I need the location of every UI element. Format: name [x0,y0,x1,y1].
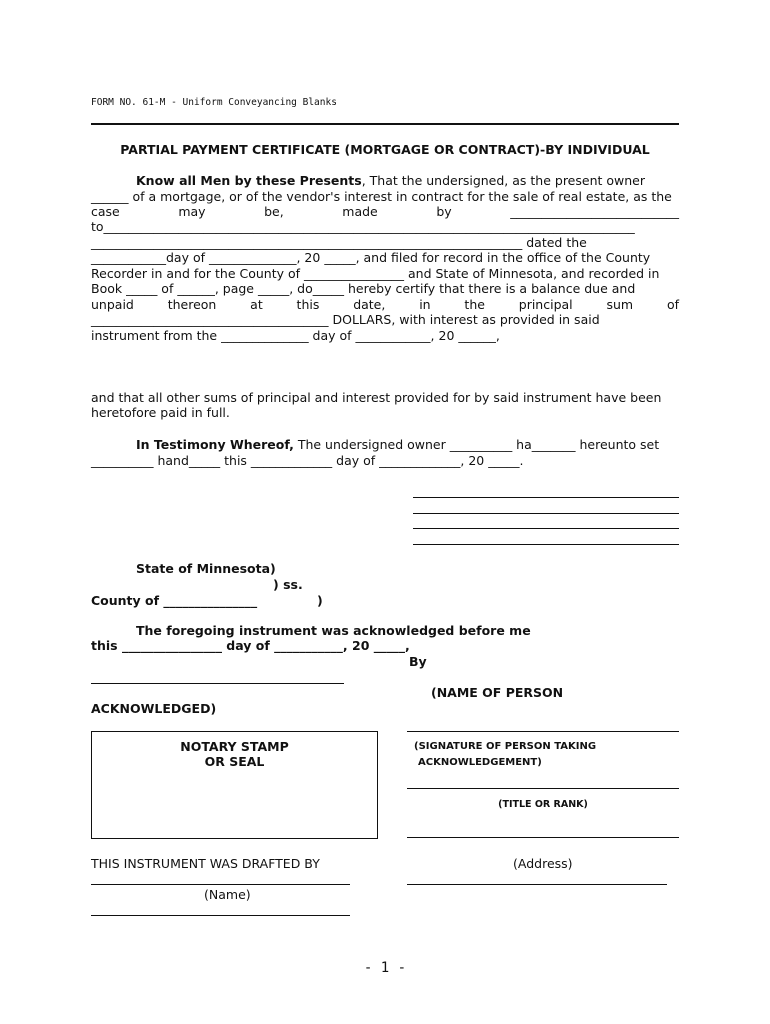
header-rule [91,123,679,125]
para1-line1: Know all Men by these Presents, That the undersigned, as the present owner [136,173,645,188]
notary-seal-label: OR SEAL [204,754,265,769]
para1-line7: Recorder in and for the County of ________________ and State of Minnesota, and recorded in [91,266,660,281]
para1-line3: case may be, made by ___________________________ [91,204,679,219]
venue-county: County of _______________ [91,593,258,608]
signature-line-1 [413,497,679,498]
page-number: - 1 - [363,960,407,976]
ack-acknowledged: ACKNOWLEDGED) [91,701,217,716]
testimony-line2: __________ hand_____ this _____________ day of _____________, 20 _____. [91,453,524,468]
name-label: (Name) [204,887,251,902]
para2-line2: heretofore paid in full. [91,405,230,420]
notary-stamp-box [91,731,378,839]
para1-line11: instrument from the ______________ day of ____________, 20 ______, [91,328,500,343]
title-rank-line [407,788,679,789]
signature-line-3 [413,528,679,529]
document-title: PARTIAL PAYMENT CERTIFICATE (MORTGAGE OR CONTRACT)-BY INDIVIDUAL [120,142,650,157]
ack-name-of-person: (NAME OF PERSON [431,685,564,700]
signature-person-label: (SIGNATURE OF PERSON TAKING [414,741,597,752]
testimony-line1: In Testimony Whereof, The undersigned owner __________ ha_______ hereunto set [136,437,660,452]
para1-line4: to_____________________________________________________________________________________ [91,219,635,234]
para2-line1: and that all other sums of principal and interest provided for by said instrument have been [91,390,662,405]
testimony-lead: In Testimony Whereof, [136,437,294,452]
title-rank-label: (TITLE OR RANK) [498,799,588,810]
notary-stamp-label: NOTARY STAMP [180,739,289,754]
venue-state: State of Minnesota) [136,561,276,576]
para1-line6: ____________day of ______________, 20 _____, and filed for record in the office of the County [91,250,651,265]
form-number: FORM NO. 61-M - Uniform Conveyancing Blanks [91,97,337,108]
para1-line5: _____________________________________________________________________ dated the [91,235,587,250]
signature-line-4 [413,544,679,545]
know-all-men-lead: Know all Men by these Presents [136,173,362,188]
venue-county-paren: ) [317,593,323,608]
address-top-line [407,837,679,838]
para1-line9: unpaid thereon at this date, in the principal sum of [91,297,679,312]
venue-ss: ) ss. [273,577,303,592]
acknowledgement-label: ACKNOWLEDGEMENT) [418,757,542,768]
para1-line8: Book _____ of ______, page _____, do_____ hereby certify that there is a balance due and [91,281,636,296]
ack-name-line [91,683,344,684]
ack-line2: this ________________ day of ___________, 20 _____, [91,638,410,653]
para1-line10: ______________________________________ DOLLARS, with interest as provided in said [91,312,600,327]
drafted-by-line [91,884,350,885]
notary-signature-line-top [407,731,679,732]
signature-line-2 [413,513,679,514]
drafted-by-label: THIS INSTRUMENT WAS DRAFTED BY [91,856,320,871]
address-line [407,884,667,885]
address-label: (Address) [513,856,573,871]
ack-line1: The foregoing instrument was acknowledged before me [136,623,531,638]
name-line [91,915,350,916]
para1-line2: ______ of a mortgage, or of the vendor's interest in contract for the sale of real estate, as the [91,189,672,204]
ack-by: By [409,654,427,669]
